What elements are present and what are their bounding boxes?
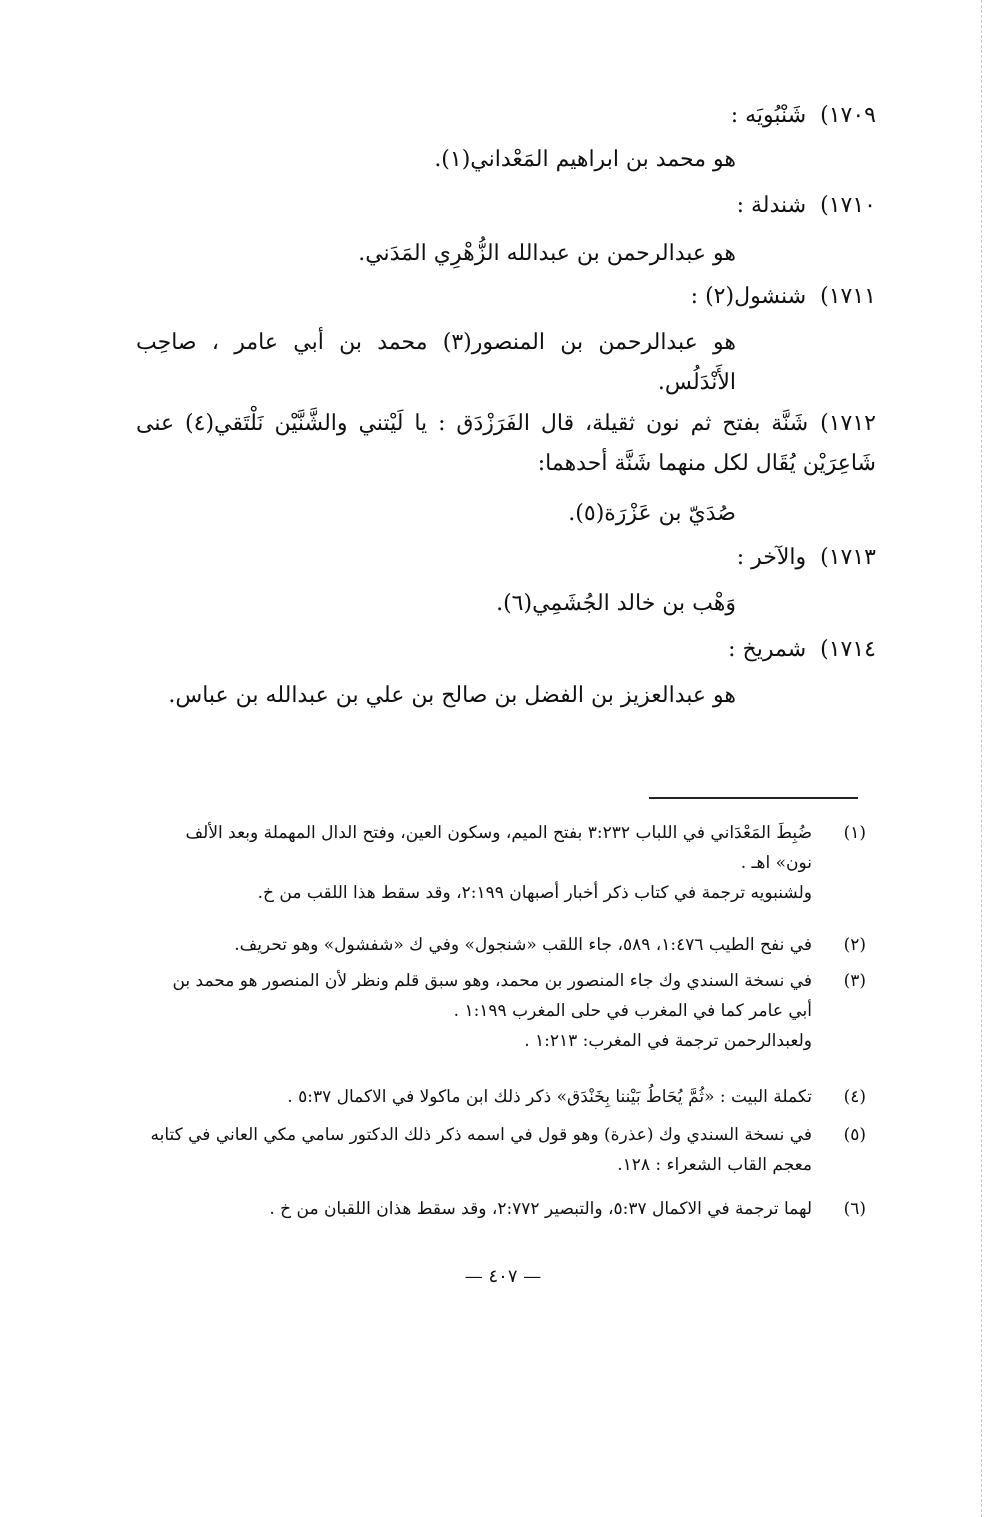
footnote-mark: (٤) (843, 1087, 866, 1107)
footnote-mark: (٣) (843, 971, 866, 991)
entry-1712-body: صُدَيّ بن عَزْرَة(٥). (568, 501, 736, 526)
entry-1713-body: وَهْب بن خالد الجُشَمِي(٦). (496, 591, 736, 616)
entry-1710-heading (136, 186, 876, 226)
entry-1713-heading (136, 538, 876, 578)
entry-number: ١٧١٤) (820, 637, 876, 662)
entry-number: ١٧١٢) (820, 411, 876, 436)
footnote-text: ضُبِطَ المَعْدَاني في اللباب ٣:٢٣٢ بفتح الميم، وسكون العين، وفتح الدال المهملة وبعد الألف نون» اهـ . (185, 823, 812, 873)
entry-1710-body: هو عبدالرحمن بن عبدالله الزُّهْرِي المَدَني. (358, 241, 736, 266)
footnote-4 (146, 1082, 866, 1112)
footnote-5 (146, 1120, 866, 1180)
footnote-text: في نسخة السندي وك (عذرة) وهو قول في اسمه ذكر ذلك الدكتور سامي مكي العاني في كتابه معجم القاب الشعراء : ١٢٨. (150, 1125, 812, 1175)
footnote-1 (146, 818, 866, 908)
page-number: — ٤٠٧ — (464, 1266, 542, 1287)
entry-name: شَنَّة بفتح ثم نون ثقيلة، قال الفَرَزْدَق : يا لَيْتني والشَّنَّيْن نَلْتَقي(٤) عنى شَاعِرَيْن يُقَال لكل منهما شَنَّة أحدهما: (136, 411, 876, 476)
footnote-mark: (٥) (843, 1125, 866, 1145)
footnote-3 (146, 966, 866, 1056)
footnote-text: في نسخة السندي وك جاء المنصور بن محمد، وهو سبق قلم ونظر لأن المنصور هو محمد بن أبي عامر كما في المغرب في حلى المغرب ١:١٩٩ . (172, 971, 812, 1021)
entry-name: والآخر : (736, 545, 807, 570)
entry-1714-body: هو عبدالعزيز بن الفضل بن صالح بن علي بن عبدالله بن عباس. (168, 683, 736, 708)
entry-1714-heading (136, 630, 876, 670)
footnote-6 (146, 1194, 866, 1224)
entry-1709-body: هو محمد بن ابراهيم المَعْداني(١). (434, 147, 736, 172)
footnote-separator (649, 797, 858, 799)
entry-1709-heading (136, 96, 876, 136)
entry-1711-heading (136, 277, 876, 317)
entry-name: شندلة : (736, 193, 807, 218)
entry-number: ١٧١١) (820, 284, 876, 309)
footnote-continuation: ولعبدالرحمن ترجمة في المغرب: ١:٢١٣ . (524, 1031, 812, 1051)
entry-name: شمريخ : (728, 637, 807, 662)
entry-name: شنشول(٢) : (690, 284, 807, 309)
scan-edge-line (981, 0, 982, 1517)
entry-number: ١٧١٣) (820, 545, 876, 570)
entry-number: ١٧١٠) (820, 193, 876, 218)
entry-name: شَنْبُويَه : (730, 103, 807, 128)
footnote-text: في نفح الطيب ١:٤٧٦، ٥٨٩، جاء اللقب «شنجول» وفي ك «شفشول» وهو تحريف. (234, 935, 812, 955)
entry-number: ١٧٠٩) (820, 103, 876, 128)
footnote-mark: (١) (843, 823, 866, 843)
footnote-text: لهما ترجمة في الاكمال ٥:٣٧، والتبصير ٢:٧٧٢، وقد سقط هذان اللقبان من خ . (269, 1199, 812, 1219)
footnote-mark: (٦) (843, 1199, 866, 1219)
entry-1711-body: هو عبدالرحمن بن المنصور(٣) محمد بن أبي عامر ، صاحِب الأَنْدَلُس. (136, 330, 736, 395)
footnote-continuation: ولشنبويه ترجمة في كتاب ذكر أخبار أصبهان ٢:١٩٩، وقد سقط هذا اللقب من خ. (257, 883, 812, 903)
footnote-mark: (٢) (843, 935, 866, 955)
footnote-text: تكملة البيت : «ثُمَّ يُحَاطُ بَيْننا بِخَنْدَق» ذكر ذلك ابن ماكولا في الاكمال ٥:٣٧ . (287, 1087, 812, 1107)
footnote-2 (146, 930, 866, 960)
entry-1712-heading (136, 404, 876, 484)
